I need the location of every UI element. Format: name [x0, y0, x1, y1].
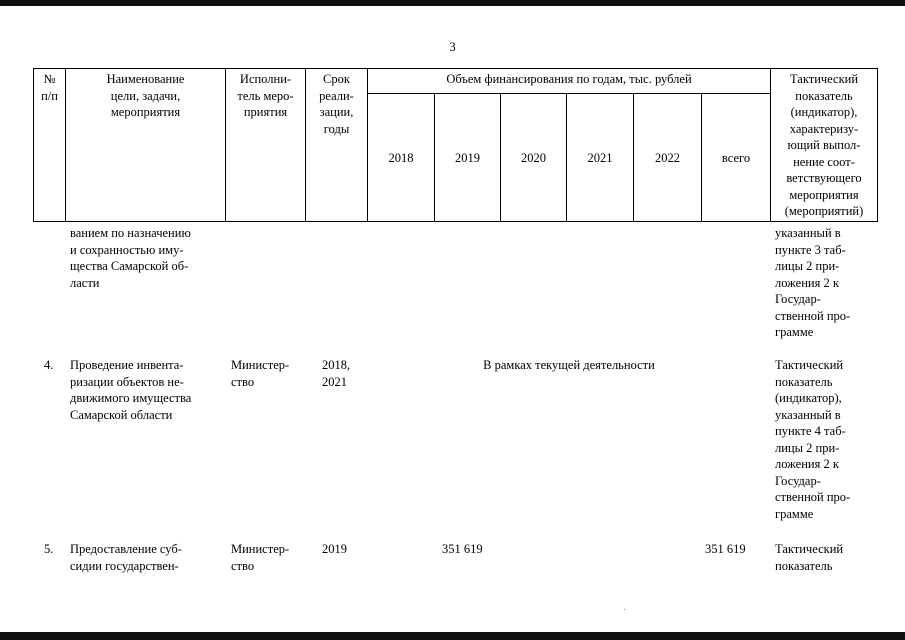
header-executor: Исполни- тель меро- приятия: [237, 72, 294, 119]
row-term: 2019: [322, 542, 347, 556]
row-indicator: Тактический показатель (индикатор), указанный в пункте 4 таб- лицы 2 при- ложения 2 к Государ- ственной про- грамме: [775, 358, 851, 521]
row-name: ванием по назначению и сохранностью иму- щества Самарской об- ласти: [70, 226, 191, 290]
col-divider: [367, 68, 368, 222]
page-number: 3: [449, 40, 456, 54]
funding-subheader-line: [367, 93, 770, 94]
row-executor: Министер- ство: [231, 542, 290, 573]
row-name: Предоставление суб- сидии государствен-: [70, 542, 182, 573]
header-year-2022: 2022: [655, 151, 680, 165]
row-funding-note: В рамках текущей деятельности: [483, 358, 655, 372]
row-value-total: 351 619: [705, 542, 746, 556]
col-divider: [877, 68, 878, 222]
row-value-2019: 351 619: [442, 542, 483, 556]
header-term: Срок реали- зации, годы: [319, 72, 354, 136]
row-name: Проведение инвента- ризации объектов не- движимого имущества Самарской области: [70, 358, 192, 422]
row-number: 4.: [44, 358, 54, 372]
header-total: всего: [721, 151, 751, 165]
header-year-2021: 2021: [587, 151, 613, 165]
table-border-bottom: [33, 221, 878, 222]
header-year-2019: 2019: [455, 151, 480, 165]
scan-border-bottom: [0, 632, 905, 640]
row-executor: Министер- ство: [231, 358, 290, 389]
table-border-top: [33, 68, 878, 69]
header-name: Наименование цели, задачи, мероприятия: [106, 72, 185, 119]
row-number: 5.: [44, 542, 54, 556]
scan-speck: [624, 609, 625, 610]
header-no: № п/п: [41, 72, 58, 103]
header-year-2020: 2020: [521, 151, 546, 165]
header-indicator: Тактический показатель (индикатор), характеризу- ющий выпол- нение соот- ветствующего мероприятия (мероприятий): [784, 72, 864, 218]
row-indicator: указанный в пункте 3 таб- лицы 2 при- ложения 2 к Государ- ственной про- грамме: [775, 226, 851, 339]
header-year-2018: 2018: [388, 151, 414, 165]
header-funding: Объем финансирования по годам, тыс. рублей: [446, 72, 692, 86]
scan-border-top: [0, 0, 905, 6]
row-term: 2018, 2021: [322, 358, 351, 389]
row-indicator: Тактический показатель: [775, 542, 844, 573]
